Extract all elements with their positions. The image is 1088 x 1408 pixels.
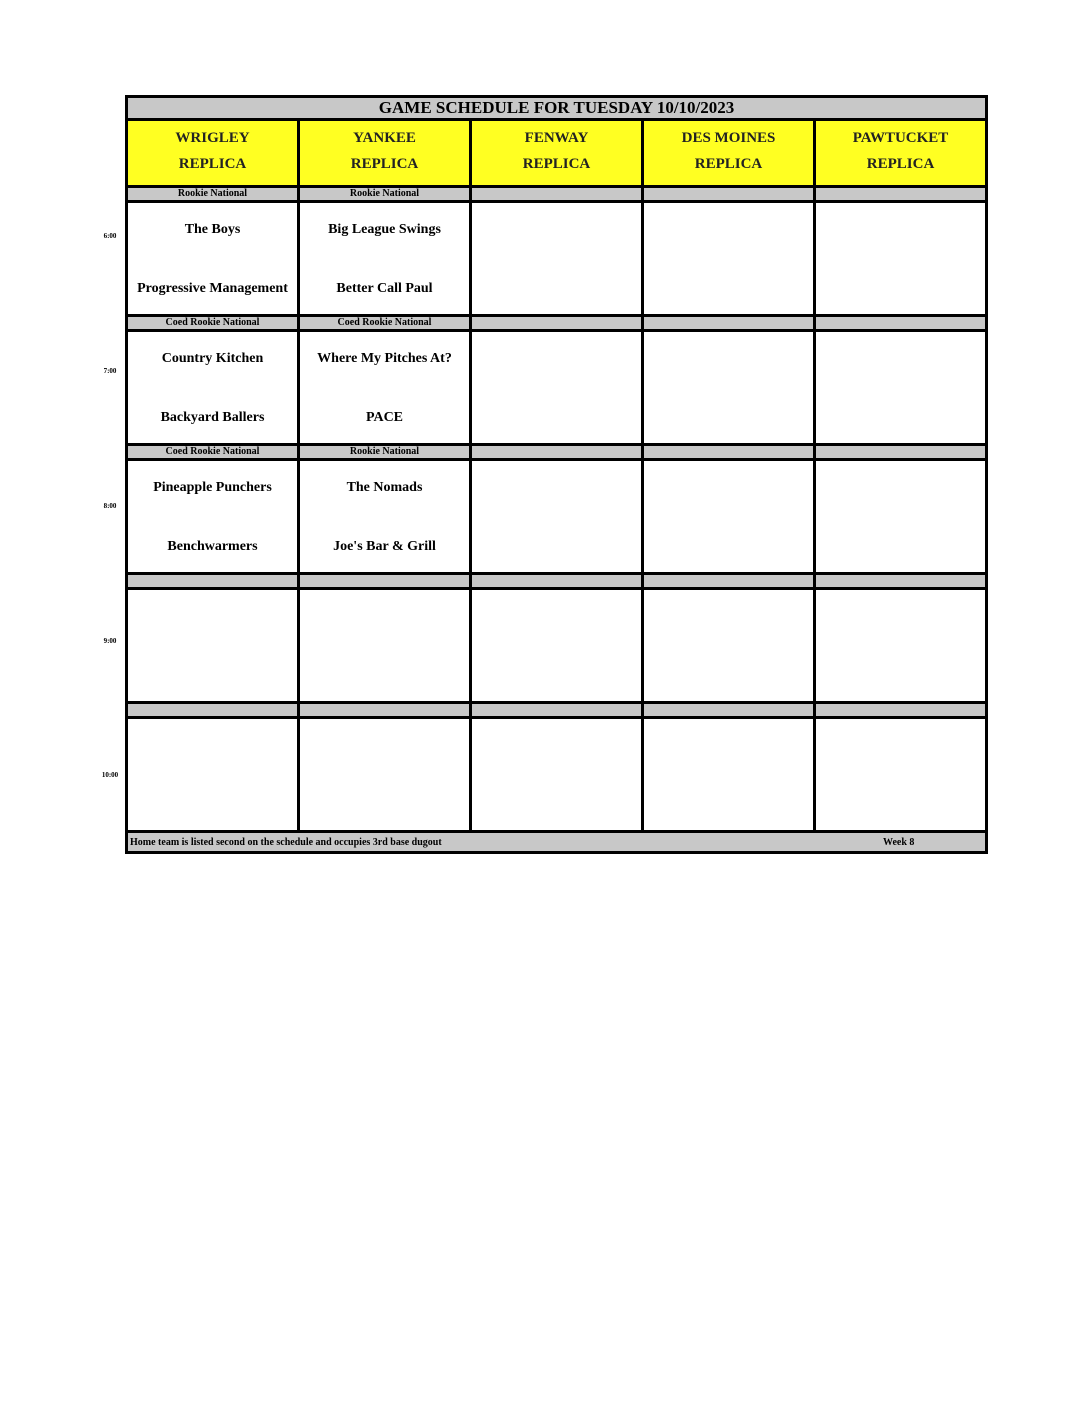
division-label bbox=[127, 703, 299, 718]
field-sub: REPLICA bbox=[866, 156, 935, 172]
division-label bbox=[815, 574, 987, 589]
away-team: Where My Pitches At? bbox=[317, 351, 452, 366]
time-label-7: 7:00 bbox=[103, 367, 117, 375]
home-team: Benchwarmers bbox=[167, 539, 258, 554]
division-label bbox=[299, 574, 471, 589]
home-team bbox=[472, 538, 641, 556]
home-team bbox=[472, 667, 641, 685]
game-cell bbox=[815, 460, 987, 574]
away-team bbox=[128, 737, 297, 755]
away-team bbox=[816, 737, 985, 755]
away-team bbox=[816, 608, 985, 626]
division-label: Coed Rookie National bbox=[127, 445, 299, 460]
time-label-9: 9:00 bbox=[103, 637, 117, 645]
division-label bbox=[643, 703, 815, 718]
division-label bbox=[471, 574, 643, 589]
away-team bbox=[300, 608, 469, 626]
home-team bbox=[816, 538, 985, 556]
home-team: Better Call Paul bbox=[336, 281, 433, 296]
division-label: Rookie National bbox=[127, 187, 299, 202]
game-cell bbox=[299, 331, 471, 445]
home-team bbox=[644, 667, 813, 685]
away-team bbox=[644, 221, 813, 239]
game-cell bbox=[127, 460, 299, 574]
game-cell bbox=[815, 589, 987, 703]
home-team bbox=[644, 796, 813, 814]
field-header-des-moines bbox=[643, 120, 815, 187]
division-label: Rookie National bbox=[299, 187, 471, 202]
division-label bbox=[643, 445, 815, 460]
division-label bbox=[127, 574, 299, 589]
home-team bbox=[300, 796, 469, 814]
division-row bbox=[127, 187, 987, 202]
game-cell bbox=[815, 718, 987, 832]
game-cell bbox=[127, 331, 299, 445]
field-sub: REPLICA bbox=[522, 156, 591, 172]
time-label-6: 6:00 bbox=[103, 232, 117, 240]
field-name: PAWTUCKET bbox=[852, 130, 949, 146]
schedule-footer bbox=[127, 832, 987, 853]
field-sub: REPLICA bbox=[350, 156, 419, 172]
away-team bbox=[472, 350, 641, 368]
away-team bbox=[644, 479, 813, 497]
away-team: Pineapple Punchers bbox=[153, 480, 272, 495]
home-team: Progressive Management bbox=[137, 281, 288, 296]
away-team bbox=[816, 221, 985, 239]
division-label bbox=[299, 703, 471, 718]
game-cell bbox=[471, 331, 643, 445]
home-team: Joe's Bar & Grill bbox=[333, 539, 436, 554]
away-team: Country Kitchen bbox=[161, 351, 264, 366]
week-label: Week 8 bbox=[883, 837, 915, 848]
away-team bbox=[472, 608, 641, 626]
time-label-8: 8:00 bbox=[103, 502, 117, 510]
home-team bbox=[816, 796, 985, 814]
home-team bbox=[644, 538, 813, 556]
home-team: PACE bbox=[365, 410, 404, 425]
home-team bbox=[816, 667, 985, 685]
game-row bbox=[127, 718, 987, 832]
schedule-title: GAME SCHEDULE FOR TUESDAY 10/10/2023 bbox=[127, 97, 987, 120]
division-label: Coed Rookie National bbox=[127, 316, 299, 331]
home-team bbox=[472, 796, 641, 814]
game-cell bbox=[127, 589, 299, 703]
home-team bbox=[472, 280, 641, 298]
division-label bbox=[815, 445, 987, 460]
field-header-row bbox=[127, 120, 987, 187]
away-team: The Boys bbox=[184, 222, 241, 237]
away-team bbox=[644, 350, 813, 368]
game-cell bbox=[299, 718, 471, 832]
field-header-fenway bbox=[471, 120, 643, 187]
away-team: The Nomads bbox=[346, 480, 423, 495]
game-row bbox=[127, 589, 987, 703]
field-header-wrigley bbox=[127, 120, 299, 187]
game-cell bbox=[643, 202, 815, 316]
game-cell bbox=[643, 460, 815, 574]
division-row bbox=[127, 445, 987, 460]
division-row bbox=[127, 574, 987, 589]
home-team bbox=[816, 409, 985, 427]
away-team bbox=[472, 221, 641, 239]
game-schedule-table bbox=[125, 95, 988, 854]
division-label bbox=[471, 445, 643, 460]
division-label bbox=[471, 703, 643, 718]
game-cell bbox=[815, 202, 987, 316]
home-team bbox=[128, 667, 297, 685]
field-header-yankee bbox=[299, 120, 471, 187]
field-name: DES MOINES bbox=[681, 130, 776, 146]
game-cell bbox=[299, 589, 471, 703]
away-team bbox=[644, 608, 813, 626]
field-name: FENWAY bbox=[524, 130, 589, 146]
game-cell bbox=[299, 460, 471, 574]
home-team-note: Home team is listed second on the schedule and occupies 3rd base dugout bbox=[130, 837, 442, 848]
away-team bbox=[128, 608, 297, 626]
division-label bbox=[815, 703, 987, 718]
division-label bbox=[471, 316, 643, 331]
home-team bbox=[300, 667, 469, 685]
division-label bbox=[815, 187, 987, 202]
game-cell bbox=[127, 718, 299, 832]
division-label: Rookie National bbox=[299, 445, 471, 460]
game-row bbox=[127, 202, 987, 316]
game-cell bbox=[815, 331, 987, 445]
away-team bbox=[472, 737, 641, 755]
division-label bbox=[643, 316, 815, 331]
game-cell bbox=[471, 718, 643, 832]
game-cell bbox=[643, 589, 815, 703]
field-header-pawtucket bbox=[815, 120, 987, 187]
game-row bbox=[127, 331, 987, 445]
division-row bbox=[127, 703, 987, 718]
game-cell bbox=[643, 718, 815, 832]
division-row bbox=[127, 316, 987, 331]
away-team bbox=[816, 479, 985, 497]
home-team bbox=[644, 280, 813, 298]
division-label bbox=[643, 574, 815, 589]
division-label bbox=[815, 316, 987, 331]
game-cell bbox=[127, 202, 299, 316]
field-name: WRIGLEY bbox=[175, 130, 250, 146]
division-label bbox=[643, 187, 815, 202]
time-label-10: 10:00 bbox=[101, 771, 119, 779]
away-team bbox=[300, 737, 469, 755]
home-team: Backyard Ballers bbox=[160, 410, 265, 425]
game-cell bbox=[471, 202, 643, 316]
field-sub: REPLICA bbox=[694, 156, 763, 172]
field-name: YANKEE bbox=[353, 130, 416, 146]
away-team: Big League Swings bbox=[328, 222, 441, 237]
field-sub: REPLICA bbox=[178, 156, 247, 172]
away-team bbox=[816, 350, 985, 368]
game-cell bbox=[643, 331, 815, 445]
game-cell bbox=[471, 460, 643, 574]
division-label: Coed Rookie National bbox=[299, 316, 471, 331]
game-cell bbox=[299, 202, 471, 316]
division-label bbox=[471, 187, 643, 202]
away-team bbox=[644, 737, 813, 755]
game-row bbox=[127, 460, 987, 574]
home-team bbox=[128, 796, 297, 814]
home-team bbox=[472, 409, 641, 427]
game-cell bbox=[471, 589, 643, 703]
home-team bbox=[644, 409, 813, 427]
home-team bbox=[816, 280, 985, 298]
away-team bbox=[472, 479, 641, 497]
